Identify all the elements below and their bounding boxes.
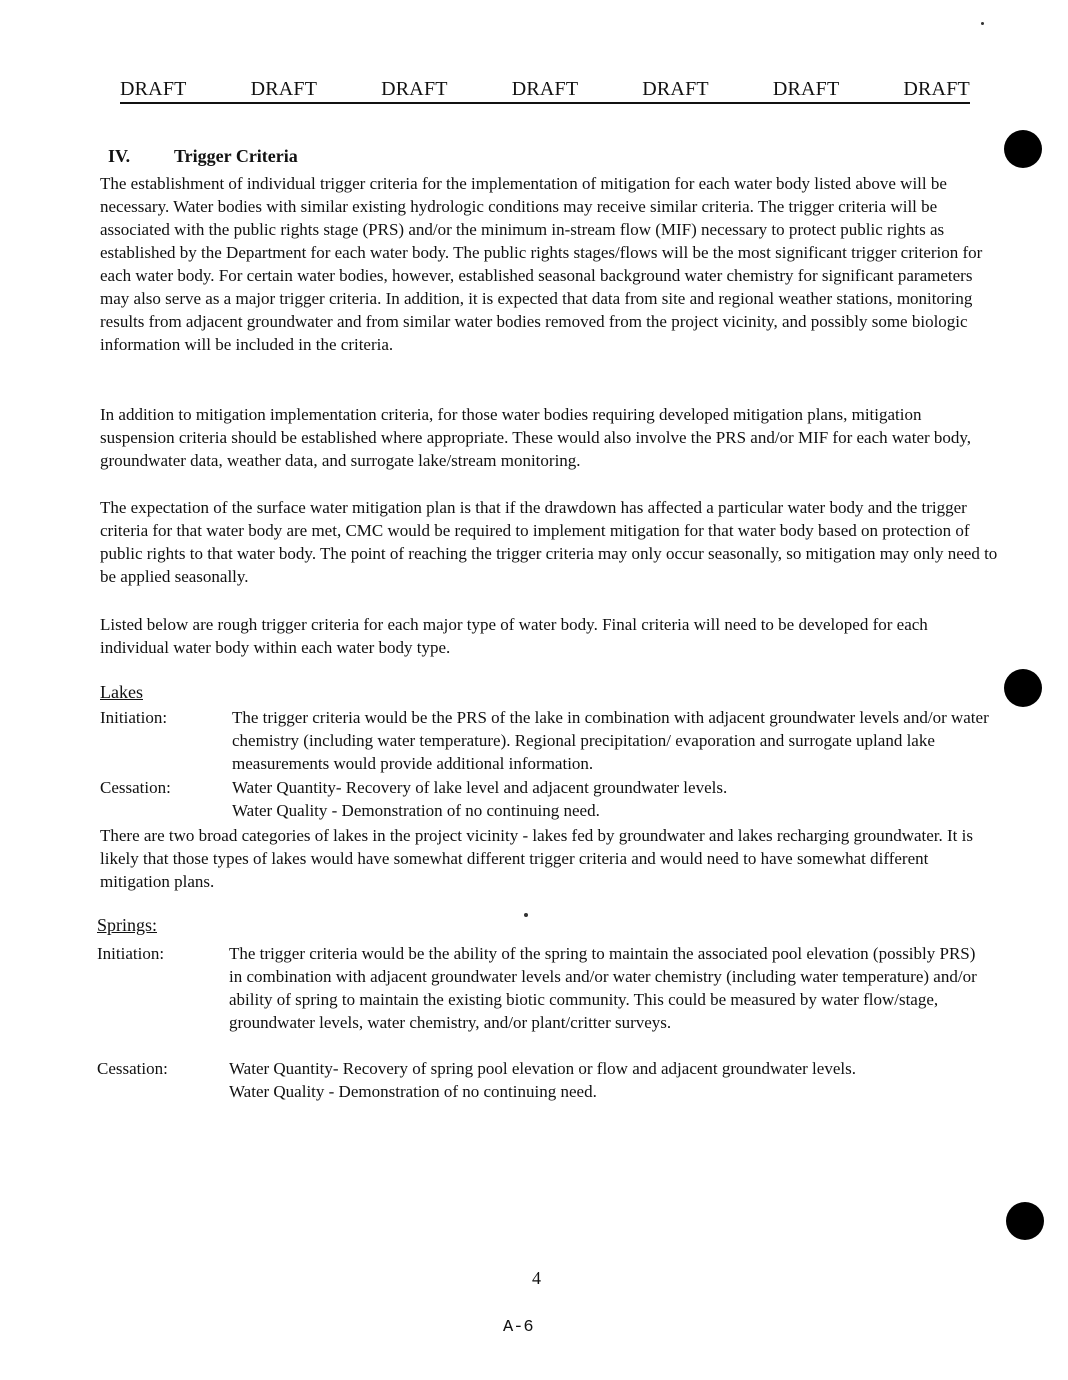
section-title: Trigger Criteria bbox=[174, 146, 298, 166]
cessation-label: Cessation: bbox=[100, 778, 171, 797]
springs-cessation-row bbox=[97, 1057, 997, 1105]
lakes-cessation-row bbox=[100, 776, 1000, 824]
springs-initiation-row bbox=[97, 942, 997, 1058]
lakes-cessation-quality: Water Quality - Demonstration of no continuing need. bbox=[232, 801, 600, 820]
punch-hole-mark bbox=[1006, 1202, 1044, 1240]
punch-hole-mark bbox=[1004, 669, 1042, 707]
page-reference: A-6 bbox=[503, 1318, 534, 1337]
springs-cessation-quality: Water Quality - Demonstration of no continuing need. bbox=[229, 1082, 597, 1101]
punch-hole-mark bbox=[1004, 130, 1042, 168]
initiation-label: Initiation: bbox=[100, 708, 168, 727]
paragraph-trigger-overview: The establishment of individual trigger criteria for the implementation of mitigation for each water body listed above will be necessary. Water bodies with similar existing hydrologic conditions may receive similar criteria. The trigger criteria will be associated with the public rights stage (PRS) and/or the minimum in-stream flow (MIF) necessary to protect public rights as established by the Department for each water body. The public rights stages/flows will be the most significant trigger criterion for each water body. For certain water bodies, however, established seasonal background water chemistry for significant parameters may also serve as a major trigger criteria. In addition, it is expected that data from site and regional weather stations, monitoring results from adjacent groundwater and from similar water bodies removed from the project vicinity, and possibly some biologic information will be included in the criteria. bbox=[100, 174, 983, 354]
draft-mark: DRAFT bbox=[772, 78, 840, 100]
lakes-note: There are two broad categories of lakes in the project vicinity - lakes fed by groundwater and lakes recharging groundwater. It is likely that those types of lakes would have somewhat different trigger criteria and would need to have somewhat different mitigation plans. bbox=[100, 826, 973, 891]
springs-initiation-text: The trigger criteria would be the ability of the spring to maintain the associated pool elevation (possibly PRS) in combination with adjacent groundwater levels and/or water chemistry (including water temperature) and/or ability of spring to maintain the existing biotic community. This could be measured by water flow/stage, groundwater levels, water chemistry, and/or plant/critter surveys. bbox=[229, 944, 977, 1032]
draft-mark: DRAFT bbox=[903, 78, 970, 100]
draft-header bbox=[120, 74, 970, 104]
paragraph-suspension-criteria: In addition to mitigation implementation criteria, for those water bodies requiring developed mitigation plans, mitigation suspension criteria should be established where appropriate. These would also involve the PRS and/or MIF for each water body, groundwater data, weather data, and surrogate lake/stream monitoring. bbox=[100, 405, 972, 470]
cessation-label: Cessation: bbox=[97, 1059, 168, 1078]
lakes-heading: Lakes bbox=[100, 682, 143, 702]
page-number: 4 bbox=[532, 1268, 541, 1288]
scan-speck bbox=[981, 22, 984, 25]
scan-speck bbox=[524, 913, 528, 917]
section-heading bbox=[108, 146, 298, 167]
paragraph-mitigation-plan: The expectation of the surface water mitigation plan is that if the drawdown has affected a particular water body and the trigger criteria for that water body are met, CMC would be required to implement mitigation for that water body based on protection of public rights to that water body. The point of reaching the trigger criteria may only occur seasonally, so mitigation may only need to be applied seasonally. bbox=[100, 498, 998, 586]
lakes-cessation-quantity: Water Quantity- Recovery of lake level and adjacent groundwater levels. bbox=[232, 778, 728, 797]
springs-heading: Springs: bbox=[97, 915, 158, 935]
draft-mark: DRAFT bbox=[381, 78, 448, 100]
section-number: IV. bbox=[108, 146, 131, 166]
lakes-initiation-text: The trigger criteria would be the PRS of the lake in combination with adjacent groundwater levels and/or water chemistry (including water temperature). Regional precipitation/ evaporation and surrogate upland lake measurements would provide additional information. bbox=[232, 708, 989, 773]
initiation-label: Initiation: bbox=[97, 944, 165, 963]
draft-mark: DRAFT bbox=[511, 78, 579, 100]
draft-mark: DRAFT bbox=[120, 78, 187, 100]
springs-cessation-quantity: Water Quantity- Recovery of spring pool elevation or flow and adjacent groundwater levels. bbox=[229, 1059, 856, 1078]
draft-mark: DRAFT bbox=[250, 78, 318, 100]
draft-mark: DRAFT bbox=[642, 78, 709, 100]
paragraph-rough-criteria: Listed below are rough trigger criteria for each major type of water body. Final criteria will need to be developed for each individual water body within each water body type. bbox=[100, 615, 928, 657]
lakes-initiation-row bbox=[100, 706, 1000, 778]
